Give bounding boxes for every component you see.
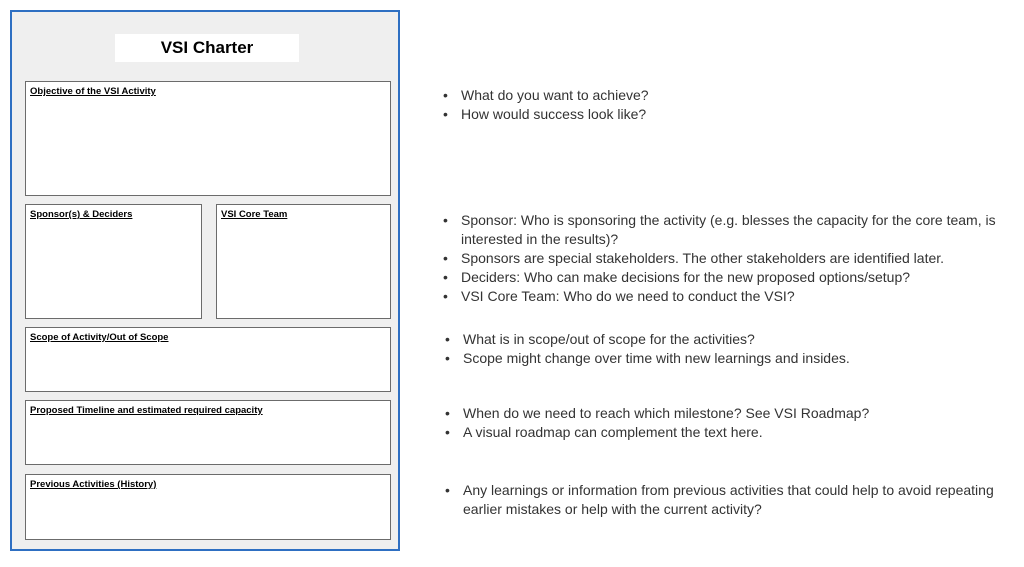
note-item: • A visual roadmap can complement the text here. xyxy=(445,423,1013,442)
timeline-label: Proposed Timeline and estimated required capacity xyxy=(30,405,263,416)
note-item: • What do you want to achieve? xyxy=(443,86,1013,105)
objective-label: Objective of the VSI Activity xyxy=(30,86,156,97)
charter-template xyxy=(10,10,400,551)
charter-title: VSI Charter xyxy=(115,34,299,62)
history-notes xyxy=(445,481,1005,519)
objective-box xyxy=(25,81,391,196)
sponsors-label: Sponsor(s) & Deciders xyxy=(30,209,133,220)
timeline-notes xyxy=(445,404,1013,442)
note-item: • What is in scope/out of scope for the activities? xyxy=(445,330,1013,349)
note-item: • Sponsor: Who is sponsoring the activity (e.g. blesses the capacity for the core team, is interested in the results)? xyxy=(443,211,1013,249)
scope-box xyxy=(25,327,391,392)
history-label: Previous Activities (History) xyxy=(30,479,157,490)
sponsors-box xyxy=(25,204,202,319)
scope-label: Scope of Activity/Out of Scope xyxy=(30,332,169,343)
note-item: • VSI Core Team: Who do we need to conduct the VSI? xyxy=(443,287,1013,306)
note-item: • Scope might change over time with new learnings and insides. xyxy=(445,349,1013,368)
history-box xyxy=(25,474,391,540)
note-item: • How would success look like? xyxy=(443,105,1013,124)
sponsors-notes xyxy=(443,211,1013,306)
timeline-box xyxy=(25,400,391,465)
note-item: • When do we need to reach which milestone? See VSI Roadmap? xyxy=(445,404,1013,423)
objective-notes xyxy=(443,86,1013,124)
note-item: • Any learnings or information from previous activities that could help to avoid repeating earlier mistakes or help with the current activity? xyxy=(445,481,1005,519)
note-item: • Sponsors are special stakeholders. The other stakeholders are identified later. xyxy=(443,249,1013,268)
scope-notes xyxy=(445,330,1013,368)
core-team-box xyxy=(216,204,391,319)
note-item: • Deciders: Who can make decisions for the new proposed options/setup? xyxy=(443,268,1013,287)
core-team-label: VSI Core Team xyxy=(221,209,288,220)
